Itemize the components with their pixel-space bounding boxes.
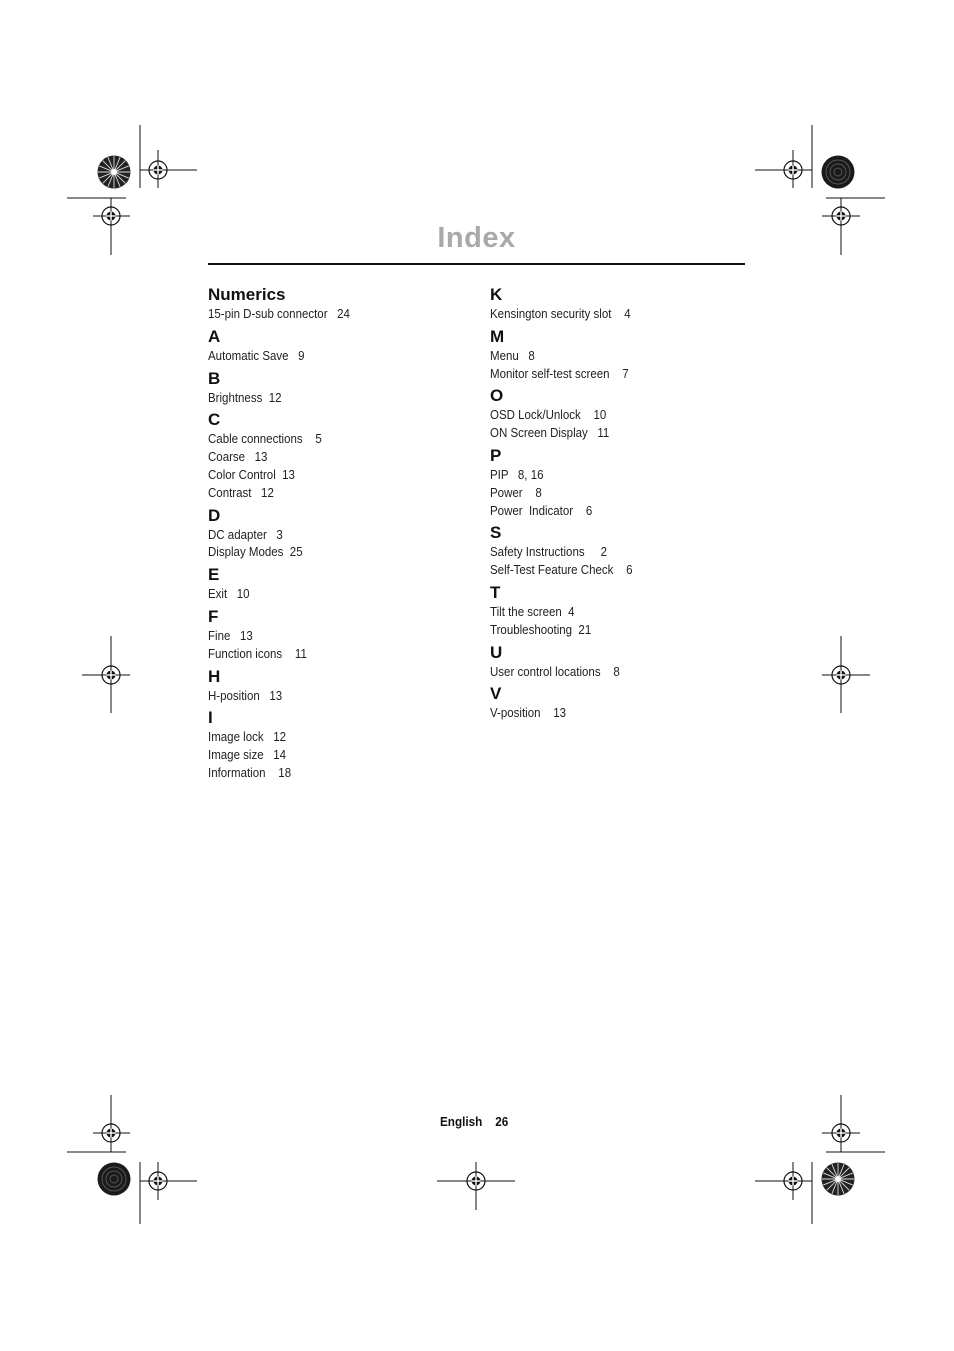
index-entry: Image size 14 <box>208 748 286 763</box>
index-entry: Coarse 13 <box>208 450 268 465</box>
starburst-wheel-icon <box>98 156 131 189</box>
index-entry: Safety Instructions 2 <box>490 545 607 560</box>
section-heading: E <box>208 565 220 585</box>
registration-crosshair-icon <box>140 1162 197 1224</box>
index-entry: Menu 8 <box>490 348 535 363</box>
index-section <box>490 285 750 324</box>
index-entry: V-position 13 <box>490 706 567 721</box>
page-footer <box>440 1114 508 1129</box>
index-entry: PIP 8, 16 <box>490 467 544 482</box>
registration-crosshair-icon <box>67 1095 130 1152</box>
registration-crosshair-icon <box>82 636 130 713</box>
index-section <box>490 583 750 640</box>
title-divider <box>208 263 745 265</box>
index-entry: Tilt the screen 4 <box>490 604 575 619</box>
starburst-wheel-icon <box>98 1163 131 1196</box>
section-heading: D <box>208 505 221 525</box>
section-heading: K <box>490 285 503 304</box>
footer-page-number: 26 <box>495 1114 509 1129</box>
registration-crosshair-icon <box>755 125 812 188</box>
registration-crosshair-icon <box>822 636 870 713</box>
section-heading: U <box>490 642 503 662</box>
index-entry: Power 8 <box>490 485 542 500</box>
index-entry: Contrast 12 <box>208 485 274 500</box>
index-entry: Exit 10 <box>208 587 250 602</box>
section-heading: H <box>208 666 221 686</box>
index-column-right <box>490 283 750 726</box>
section-heading: V <box>490 684 502 704</box>
index-section <box>208 667 468 706</box>
section-heading: C <box>208 410 221 430</box>
index-entry: Image lock 12 <box>208 730 286 745</box>
index-entry: 15-pin D-sub connector 24 <box>208 307 350 321</box>
section-heading: O <box>490 386 504 406</box>
index-entry: Monitor self-test screen 7 <box>490 366 629 381</box>
index-section <box>208 410 468 502</box>
index-section <box>208 565 468 604</box>
index-section <box>208 285 468 324</box>
index-entry: Cable connections 5 <box>208 432 322 447</box>
registration-crosshair-icon <box>67 198 130 255</box>
index-section <box>490 386 750 443</box>
index-section <box>208 327 468 366</box>
index-entry: Troubleshooting 21 <box>490 622 592 637</box>
index-section <box>490 523 750 580</box>
index-section <box>490 643 750 682</box>
index-entry: H-position 13 <box>208 688 283 703</box>
section-heading: A <box>208 326 221 346</box>
index-entry: Function icons 11 <box>208 646 307 661</box>
registration-crosshair-icon <box>140 125 197 188</box>
index-entry: Fine 13 <box>208 628 253 643</box>
section-heading: F <box>208 606 219 626</box>
registration-crosshair-icon <box>822 198 885 255</box>
index-section <box>208 708 468 782</box>
index-entry: Automatic Save 9 <box>208 348 305 363</box>
index-entry: Information 18 <box>208 765 292 780</box>
index-entry: Kensington security slot 4 <box>490 307 631 321</box>
index-entry: Self-Test Feature Check 6 <box>490 563 633 578</box>
index-column-left <box>208 283 468 786</box>
section-heading: B <box>208 368 221 388</box>
section-heading: I <box>208 708 213 728</box>
starburst-wheel-icon <box>822 156 855 189</box>
index-section <box>490 327 750 384</box>
section-heading: S <box>490 523 502 543</box>
registration-crosshair-icon <box>822 1095 885 1152</box>
index-entry: OSD Lock/Unlock 10 <box>490 408 607 423</box>
index-entry: Color Control 13 <box>208 467 295 482</box>
page-title: Index <box>437 222 516 254</box>
section-heading: Numerics <box>208 285 286 304</box>
starburst-wheel-icon <box>822 1163 855 1196</box>
footer-language: English <box>440 1114 483 1129</box>
index-entry: User control locations 8 <box>490 664 620 679</box>
index-entry: ON Screen Display 11 <box>490 426 610 441</box>
index-section <box>490 446 750 520</box>
section-heading: M <box>490 326 505 346</box>
section-heading: P <box>490 445 502 465</box>
registration-crosshair-icon <box>437 1162 515 1210</box>
index-entry: Display Modes 25 <box>208 545 303 560</box>
index-entry: DC adapter 3 <box>208 527 283 542</box>
section-heading: T <box>490 582 501 602</box>
registration-crosshair-icon <box>755 1162 812 1224</box>
index-entry: Brightness 12 <box>208 390 282 405</box>
index-section <box>208 607 468 664</box>
index-section <box>490 684 750 723</box>
index-section <box>208 369 468 408</box>
index-entry: Power Indicator 6 <box>490 503 593 518</box>
index-section <box>208 506 468 563</box>
